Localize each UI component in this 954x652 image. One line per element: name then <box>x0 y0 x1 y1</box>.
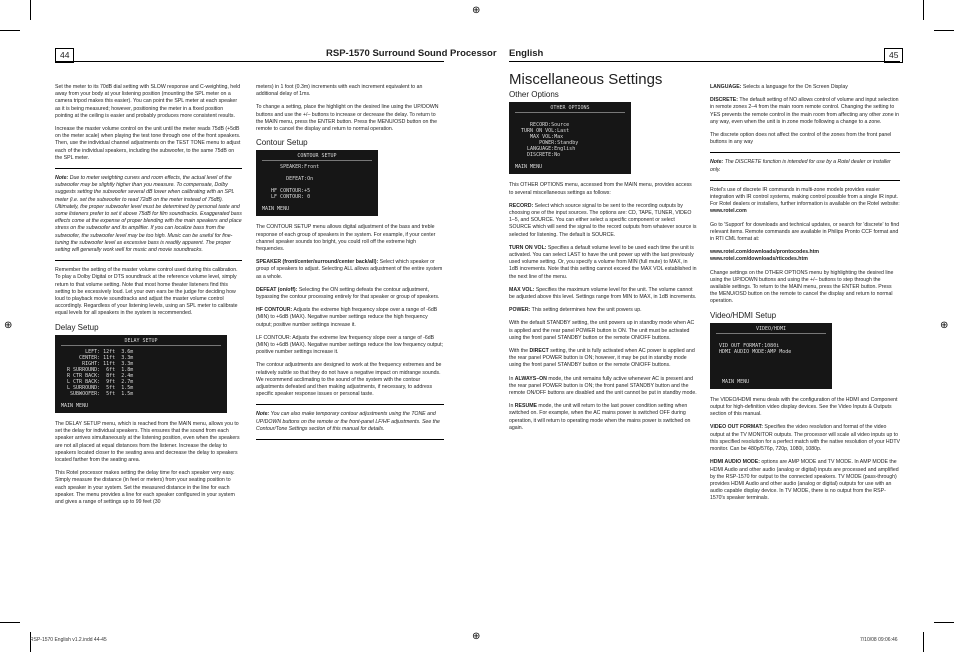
section-heading-other-options: Other Options <box>509 90 559 100</box>
page-number-left: 44 <box>55 48 74 63</box>
term-label: SPEAKER (front/center/surround/center back/all): <box>256 259 379 266</box>
crop-mark <box>30 0 31 20</box>
osd-line: LEFT: 12ft 3.6m <box>61 348 134 355</box>
body-paragraph: HF CONTOUR: Adjusts the extreme high frequency slope over a range of -6dB (MIN) to +6dB (MAX). Negative number settings reduce the high frequency output; positive number settings increase it. <box>256 307 438 328</box>
body-paragraph: Remember the setting of the master volume control used during this calibration. To play a Dolby Digital or DTS soundtrack at the reference volume level, simply return to that volume setting. Note that most home theater listeners find this setting to be excessively loud. Let your own ears be the judge for deciding how loud to playback movie soundtracks and adjust the master volume control accordingly. Regardless of your listening levels, using an SPL meter to calibrate equal levels for all speakers in the system is recommended. <box>55 267 238 317</box>
body-paragraph: This Rotel processor makes setting the delay time for each speaker very easy. Simply measure the distance (in feet or meters) from your seating position to each speaker in your system. Set the measured distance in the line for each speaker. The menu provides a line for each speaker configured in your system and gives a range of settings up to 99 feet (30 <box>55 470 235 505</box>
body-paragraph: The CONTOUR SETUP menu allows digital adjustment of the bass and treble response of each group of speakers in the system. For example, if your center channel speaker sounds too bright, you could roll off the extreme high frequencies. <box>256 224 436 253</box>
body-paragraph: The contour adjustments are designed to work at the frequency extremes and be relatively subtle so that they do not have a negative impact on midrange sounds. We recommend acclimating to the sound of the system with the contour adjustments defeated and then making adjustments, if necessary, to address specific speaker response issues or personal taste. <box>256 362 442 398</box>
body-paragraph: In ALWAYS–ON mode, the unit remains fully active whenever AC is present and the rear panel POWER button is ON; the front panel STANDBY button and the remote ON/OFF buttons are disabled and the unit cannot be put in standby mode. <box>509 375 697 397</box>
body-paragraph: Rotel's use of discrete IR commands in multi-zone models provides easier integration with IR control systems, making control possible from a single IR input. For Rotel dealers or installers, further information is available on the Rotel website: www.rotel.com <box>710 186 900 215</box>
osd-line: HF CONTOUR:+5 <box>262 188 311 195</box>
body-paragraph: Go to 'Support' for downloads and technical updates, or search for 'discrete' to find relevant items. Remote commands are available in Philips Pronto CCF format and in RTI CML format at: <box>710 221 900 243</box>
note-rule <box>55 260 242 261</box>
section-heading-contour-setup: Contour Setup <box>256 138 308 148</box>
osd-line: L SURROUND: 5ft 1.5m <box>61 384 134 391</box>
body-paragraph: The DELAY SETUP menu, which is reached from the MAIN menu, allows you to set the delay for individual speakers. This ensures that the sound from each speaker arrives simultaneously at the listening position, even when the speakers are not all placed at equal distances from the listener. Increase the delay to speakers located closer to the seating area and decrease the delay to speakers located farther from the seating area. <box>55 420 240 463</box>
osd-line: MAIN MENU <box>61 402 89 409</box>
osd-title: CONTOUR SETUP <box>262 153 372 161</box>
website-link[interactable]: www.rotel.com <box>710 208 747 215</box>
body-paragraph: With the default STANDBY setting, the unit powers up in standby mode when AC is applied and the rear panel POWER button is ON. The unit must be activated using the front panel STANDBY button or the remote ON/OFF buttons. <box>509 320 695 341</box>
osd-line: DISCRETE:No <box>515 152 561 159</box>
osd-line: SPEAKER:Front <box>262 164 320 171</box>
body-paragraph: Change settings on the OTHER OPTIONS menu by highlighting the desired line using the UP/DOWN buttons and using the +/– buttons to step through the available settings. To return to the MAIN menu, press the ENTER button. Press the MENU/OSD button on the remote to cancel the display and return to normal operation. <box>710 269 894 305</box>
osd-screen-video-hdmi <box>710 323 832 389</box>
osd-line: TURN ON VOL:Last <box>515 128 570 135</box>
term-label: RECORD: <box>509 202 534 209</box>
registration-mark-icon: ⊕ <box>940 320 949 331</box>
section-heading-delay-setup: Delay Setup <box>55 322 99 332</box>
osd-line: POWER:Standby <box>515 140 579 147</box>
body-paragraph: HDMI AUDIO MODE: options are AMP MODE and TV MODE. In AMP MODE the HDMI Audio and other audio (analog or digital) inputs are processed and amplified by the RSP-1570 for output to the connected speakers. TV MODE (pass-through) provides HDMI Audio and other audio (analog or digital) outputs for use with an audio capable display device. In TV MODE, there is no output from the RSP-1570's speaker terminals. <box>710 459 899 502</box>
left-column-1 <box>55 84 242 512</box>
note-paragraph <box>256 411 444 433</box>
body-paragraph: This OTHER OPTIONS menu, accessed from the MAIN menu, provides access to several miscellaneous settings as follows: <box>509 182 692 196</box>
term-label: MAX VOL: <box>509 286 535 293</box>
note-label: Note: <box>55 175 69 182</box>
osd-line: DEFEAT:On <box>262 176 314 183</box>
note-paragraph <box>710 159 900 173</box>
note-rule <box>710 180 900 181</box>
body-paragraph: LANGUAGE: Selects a language for the On Screen Display <box>710 84 848 90</box>
body-paragraph: The VIDEO/HDMI menu deals with the configuration of the HDMI and Component output for high-definition video display devices. See the Video Inputs & Outputs section of this manual. <box>710 396 898 418</box>
osd-title: OTHER OPTIONS <box>515 105 625 113</box>
term-label: RESUME <box>514 403 537 410</box>
osd-line: LF CONTOUR: 0 <box>262 194 311 201</box>
osd-line: HDMI AUDIO MODE:AMP Mode <box>716 348 792 355</box>
registration-mark-icon: ⊕ <box>472 631 481 642</box>
crop-mark <box>923 0 924 20</box>
rti-codes-link[interactable]: www.rotel.com/downloads/rticodes.htm <box>710 256 808 263</box>
note-paragraph <box>55 175 242 254</box>
osd-title: VIDEO/HDMI <box>716 326 826 334</box>
body-paragraph: The discrete option does not affect the control of the zones from the front panel buttons in any way <box>710 132 892 146</box>
body-paragraph: POWER: This setting determines how the unit powers up. <box>509 307 642 314</box>
link-block <box>710 249 900 263</box>
note-label: Note: <box>256 411 270 418</box>
crop-mark <box>923 632 924 652</box>
crop-mark <box>934 622 954 623</box>
osd-line: MAX VOL:Max <box>515 134 564 141</box>
note-text: You can also make temporary contour adjustments using the TONE and UP/DOWN buttons on the remote or the front-panel LF/HF adjustments. See the Contour/Tone Settings section of this manual for details. <box>256 411 440 432</box>
osd-line: MAIN MENU <box>716 378 750 385</box>
page-title: Miscellaneous Settings <box>509 71 663 88</box>
osd-line: MAIN MENU <box>515 164 543 171</box>
right-column-2 <box>710 84 900 509</box>
header-title-right: English <box>509 48 544 59</box>
section-heading-video-hdmi: Video/HDMI Setup <box>710 310 777 320</box>
osd-lines <box>515 116 625 170</box>
term-label: DIRECT <box>529 348 549 355</box>
pronto-codes-link[interactable]: www.rotel.com/downloads/prontocodes.htm <box>710 249 820 256</box>
body-paragraph: SPEAKER (front/center/surround/center back/all): Select which speaker or group of speakers to adjust. Selecting ALL allows adjustment of the entire system as a whole. <box>256 259 443 280</box>
note-label: Note: <box>710 159 724 166</box>
osd-line: R CTR BACK: 8ft 2.4m <box>61 372 134 379</box>
body-paragraph: To change a setting, place the highlight on the desired line using the UP/DOWN buttons and use the +/– buttons to increase or decrease the delay. To return to the MAIN menu, press the ENTER button. Press the MENU/OSD button on the remote to cancel the display and return to normal operation. <box>256 104 439 133</box>
note-rule <box>710 152 900 153</box>
term-label: VIDEO OUT FORMAT: <box>710 424 763 431</box>
registration-mark-icon: ⊕ <box>472 5 481 16</box>
osd-line: R SURROUND: 6ft 1.8m <box>61 366 134 373</box>
term-label: DISCRETE: <box>710 97 738 104</box>
header-rule-left <box>55 61 444 62</box>
term-label: LANGUAGE: <box>710 84 742 90</box>
osd-lines <box>61 349 221 409</box>
right-column-1 <box>509 64 697 438</box>
note-text: Due to meter weighting curves and room effects, the actual level of the subwoofer may be slightly higher than you measure. To compensate, Dolby suggests setting the subwoofer several dB lower when calibrating with an SPL meter (i.e. set the subwoofer to read 72dB on the meter instead of 75dB). Ultimately, the proper subwoofer level must be determined by personal taste and some listeners prefer to set it above 75dB for film soundtracks. Exaggerated bass effects come at the expense of proper blending with the main speakers and place stress on the subwoofer and its amplifier. If you can localize bass from the subwoofer, the subwoofer level may be too high. Music can be useful for fine-tuning the subwoofer level as excessive bass is readily apparent. The proper setting will generally work well for music and movie soundtracks. <box>55 175 242 254</box>
body-paragraph: DISCRETE: The default setting of NO allows control of volume and input selection in remote zones 2–4 from the main room remote control. Changing the setting to YES prevents the remote control in the main room from affecting any other zone in any way, even when the unit is in zone mode following a change to a zone. <box>710 97 900 125</box>
body-paragraph: DEFEAT (on/off): Selecting the ON setting defeats the contour adjustment, bypassing the contour processing entirely for that speaker or group of speakers. <box>256 286 440 301</box>
left-column-2 <box>256 84 444 446</box>
osd-line: CENTER: 11ft 3.3m <box>61 354 134 361</box>
body-paragraph: RECORD: Select which source signal to be sent to the recording outputs by choosing one of the input sources. The options are: CD, TAPE, TUNER, VIDEO 1–5, and SOURCE. You can either select a specific component or select SOURCE which will send the signal to the record outputs from whatever source is selected for listening. The default is SOURCE. <box>509 202 697 238</box>
osd-title: DELAY SETUP <box>61 338 221 346</box>
crop-mark <box>934 30 954 31</box>
osd-lines <box>716 337 826 385</box>
term-label: POWER: <box>509 307 531 314</box>
osd-line: LANGUAGE:English <box>515 146 576 153</box>
term-label: TURN ON VOL: <box>509 244 547 251</box>
body-paragraph: VIDEO OUT FORMAT: Specifies the video resolution and format of the video output at the TV MONITOR outputs. The processor will scale all video inputs up to this specified resolution for a perfect match with the native resolution of your HDTV monitor. Can be 480p/576p, 720p, 1080i, 1080p. <box>710 424 901 453</box>
osd-line: RIGHT: 11ft 3.3m <box>61 360 134 367</box>
body-paragraph: Set the meter to its 70dB dial setting with SLOW response and C-weighting, held away from your body at your listening position (mounting the SPL meter on a camera tripod makes this easier). You can point the SPL meter at each speaker as it is being measured; however, positioning the meter in a fixed position pointing at the ceiling is easier and probably produces more consistent results. <box>55 84 241 119</box>
note-rule <box>55 168 242 169</box>
osd-lines <box>262 164 372 212</box>
page-number-right: 45 <box>884 48 903 63</box>
term-label: HDMI AUDIO MODE: <box>710 459 760 466</box>
body-paragraph: In RESUME mode, the unit will return to the last power condition setting when switched on. For example, when the AC mains power is switched OFF during operation, it will return to operating mode when the mains power is switched on again. <box>509 403 691 431</box>
term-label: ALWAYS–ON <box>514 375 547 382</box>
term-label: HF CONTOUR: <box>256 307 293 314</box>
body-paragraph: TURN ON VOL: Specifies a default volume level to be used each time the unit is activated. You can select LAST to have the unit power up with the last previously used volume setting. Or, you specify a volume from MIN (full mute) to MAX, in 1dB increments. Note that this setting cannot exceed the MAX VOL established in the next line of the menu. <box>509 244 697 280</box>
body-paragraph: With the DIRECT setting, the unit is fully activated when AC power is applied and the rear panel POWER button is ON; however, it may be put in standby mode using the front panel STANDBY button or the remote ON/OFF buttons. <box>509 348 695 369</box>
note-rule <box>256 439 444 440</box>
term-label: DEFEAT (on/off): <box>256 286 298 293</box>
osd-screen-other-options <box>509 102 631 174</box>
osd-line: L CTR BACK: 9ft 2.7m <box>61 378 134 385</box>
body-paragraph: LF CONTOUR: Adjusts the extreme low frequency slope over a range of -6dB (MIN) to +6dB (MAX). Negative number settings reduce the low frequency output; positive number settings increase it. <box>256 334 443 356</box>
body-paragraph: MAX VOL: Specifies the maximum volume level for the unit. The volume cannot be adjusted above this level. Settings range from MIN to MAX, in 1dB increments. <box>509 286 697 301</box>
body-paragraph: Increase the master volume control on the unit until the meter reads 75dB (+5dB on the meter scale) when playing the test tone through one of the front speakers. Then, use the individual channel adjustments on the TEST TONE menu to adjust each of the individual speakers, including the subwoofer, to the same 75dB on the SPL meter. <box>55 126 241 161</box>
osd-line: SUBWOOFER: 5ft 1.5m <box>61 390 134 397</box>
footer-timestamp: 7/10/08 09:06:46 <box>860 637 898 643</box>
crop-mark <box>0 30 20 31</box>
body-paragraph: meters) in 1 foot (0.3m) increments with each increment equivalent to an additional delay of 1ms. <box>256 84 423 98</box>
osd-line: RECORD:Source <box>515 122 570 129</box>
osd-screen-delay-setup <box>55 335 227 413</box>
crop-mark <box>0 622 20 623</box>
header-title-left: RSP-1570 Surround Sound Processor <box>326 48 497 59</box>
note-text: The DISCRETE function is intended for use by a Rotel dealer or installer only. <box>710 159 891 173</box>
note-rule <box>256 404 444 405</box>
header-rule-right <box>509 61 900 62</box>
osd-line: MAIN MENU <box>262 206 290 213</box>
osd-line: VID OUT FORMAT:1080i <box>716 342 780 349</box>
registration-mark-icon: ⊕ <box>4 320 13 331</box>
footer-file-info: RSP-1570 English v1.2.indd 44-45 <box>30 637 107 643</box>
osd-screen-contour-setup <box>256 150 378 216</box>
